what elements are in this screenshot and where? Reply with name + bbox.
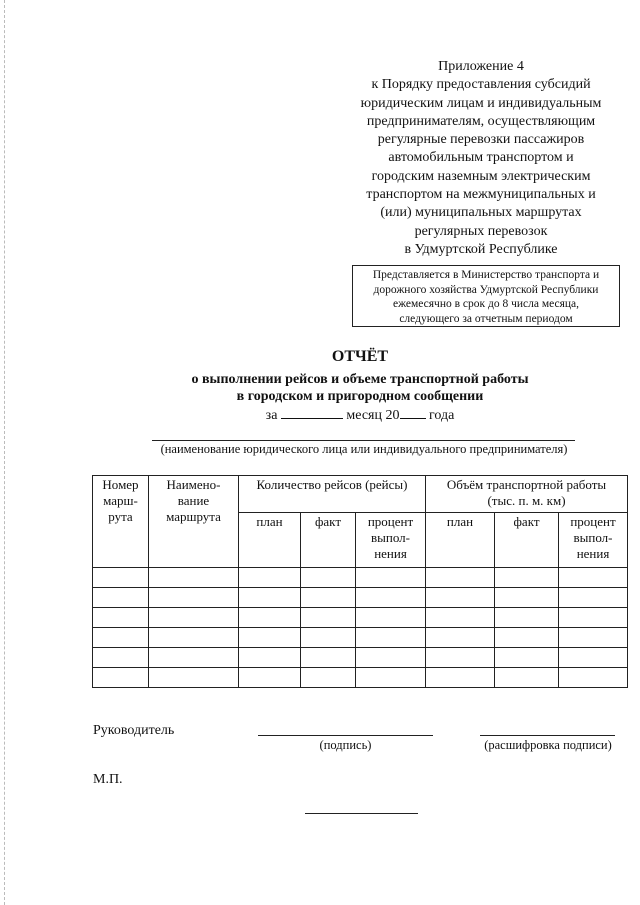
table-cell[interactable] [93,568,149,588]
date-field[interactable] [305,813,418,814]
table-cell[interactable] [426,648,495,668]
table-cell[interactable] [495,648,559,668]
header-route-name [149,476,239,568]
table-cell[interactable] [426,608,495,628]
table-cell[interactable] [495,568,559,588]
period-year-label: года [429,408,455,423]
table-cell[interactable] [356,608,426,628]
table-cell[interactable] [301,568,356,588]
organization-caption: (наименование юридического лица или индивидуального предпринимателя) [160,442,568,456]
table-cell[interactable] [301,628,356,648]
header-text: маршрута [166,509,221,524]
table-cell[interactable] [239,608,301,628]
table-cell[interactable] [93,648,149,668]
header-trips-group: Количество рейсов (рейсы) [239,476,426,513]
header-work-percent [559,513,628,568]
table-row [93,608,628,628]
appendix-line: (или) муниципальных маршрутах [380,205,582,221]
table-cell[interactable] [301,648,356,668]
appendix-line: регулярных перевозок [414,223,548,239]
table-cell[interactable] [426,628,495,648]
table-cell[interactable] [301,588,356,608]
head-label: Руководитель [93,723,175,738]
header-text: выпол- [371,530,410,545]
header-text: Наимено- [166,477,221,492]
appendix-line: регулярные перевозки пассажиров [377,132,585,148]
period-month-label: месяц 20 [346,408,400,423]
table-cell[interactable] [149,608,239,628]
table-cell[interactable] [239,668,301,688]
report-subtitle-1: о выполнении рейсов и объеме транспортной работы [191,372,529,387]
appendix-line: к Порядку предоставления субсидий [371,77,591,93]
appendix-line: автомобильным транспортом и [388,150,574,166]
table-cell[interactable] [239,568,301,588]
table-cell[interactable] [495,608,559,628]
table-cell[interactable] [559,568,628,588]
organization-name-field[interactable] [152,440,575,441]
table-cell[interactable] [149,628,239,648]
report-title: ОТЧЁТ [331,348,389,365]
year-blank-field[interactable] [400,404,426,419]
table-cell[interactable] [149,568,239,588]
table-row [93,668,628,688]
appendix-line: Приложение 4 [438,59,524,74]
table-body [93,568,628,688]
notice-line: следующего за отчетным периодом [399,312,573,325]
header-text: Объём транспортной работы [446,477,607,492]
table-cell[interactable] [93,608,149,628]
notice-line: Представляется в Министерство транспорта и [372,269,600,281]
table-row [93,648,628,668]
decode-caption: (расшифровка подписи) [484,738,612,752]
table-cell[interactable] [559,608,628,628]
table-cell[interactable] [93,668,149,688]
table-cell[interactable] [495,588,559,608]
table-cell[interactable] [426,568,495,588]
table-cell[interactable] [559,648,628,668]
appendix-line: транспортом на межмуниципальных и [366,187,596,203]
table-cell[interactable] [239,648,301,668]
report-subtitle-2: в городском и пригородном сообщении [236,389,484,404]
appendix-line: юридическим лицам и индивидуальным [360,95,602,111]
table-row [93,568,628,588]
table-cell[interactable] [93,628,149,648]
table-cell[interactable] [149,668,239,688]
appendix-block [345,58,617,259]
appendix-line: городским наземным электрическим [371,168,591,184]
appendix-line: в Удмуртской Республике [404,241,558,257]
table-row [93,628,628,648]
table-cell[interactable] [301,668,356,688]
stamp-label: М.П. [93,772,123,787]
table-cell[interactable] [149,588,239,608]
table-cell[interactable] [356,568,426,588]
header-trips-plan: план [239,513,301,568]
report-table [92,475,628,688]
period-prefix: за [265,408,278,423]
signature-decode-field[interactable] [480,735,615,736]
table-cell[interactable] [356,668,426,688]
header-text: марш- [103,493,138,508]
notice-line: ежемесячно в срок до 8 числа месяца, [392,298,580,310]
signature-caption: (подпись) [319,738,372,752]
header-text: рута [108,509,133,524]
table-cell[interactable] [149,648,239,668]
table-cell[interactable] [356,628,426,648]
appendix-line: предпринимателям, осуществляющим [366,113,596,129]
table-cell[interactable] [426,668,495,688]
table-row [93,588,628,608]
header-text: вание [177,493,210,508]
submission-notice-box [352,265,620,327]
header-text: процент [367,514,414,529]
header-trips-percent [356,513,426,568]
table-cell[interactable] [559,668,628,688]
header-text: (тыс. п. м. км) [487,493,566,508]
notice-line: дорожного хозяйства Удмуртской Республики [373,283,599,296]
header-text: процент [570,514,616,529]
header-work-fact: факт [495,513,559,568]
header-work-group [426,476,628,513]
header-text: Номер [102,477,139,492]
header-text: нения [576,546,610,561]
table-cell[interactable] [356,648,426,668]
table-cell[interactable] [495,628,559,648]
header-text: нения [374,546,407,561]
header-trips-fact: факт [301,513,356,568]
table-cell[interactable] [356,588,426,608]
table-cell[interactable] [239,588,301,608]
table-cell[interactable] [559,628,628,648]
table-cell[interactable] [239,628,301,648]
table-cell[interactable] [559,588,628,608]
month-blank-field[interactable] [281,404,343,419]
scan-edge [4,0,6,905]
header-work-plan: план [426,513,495,568]
table-cell[interactable] [426,588,495,608]
header-text: выпол- [573,530,613,545]
header-route-number [93,476,149,568]
table-cell[interactable] [93,588,149,608]
table-cell[interactable] [495,668,559,688]
signature-field[interactable] [258,735,433,736]
report-period [150,404,570,424]
table-cell[interactable] [301,608,356,628]
